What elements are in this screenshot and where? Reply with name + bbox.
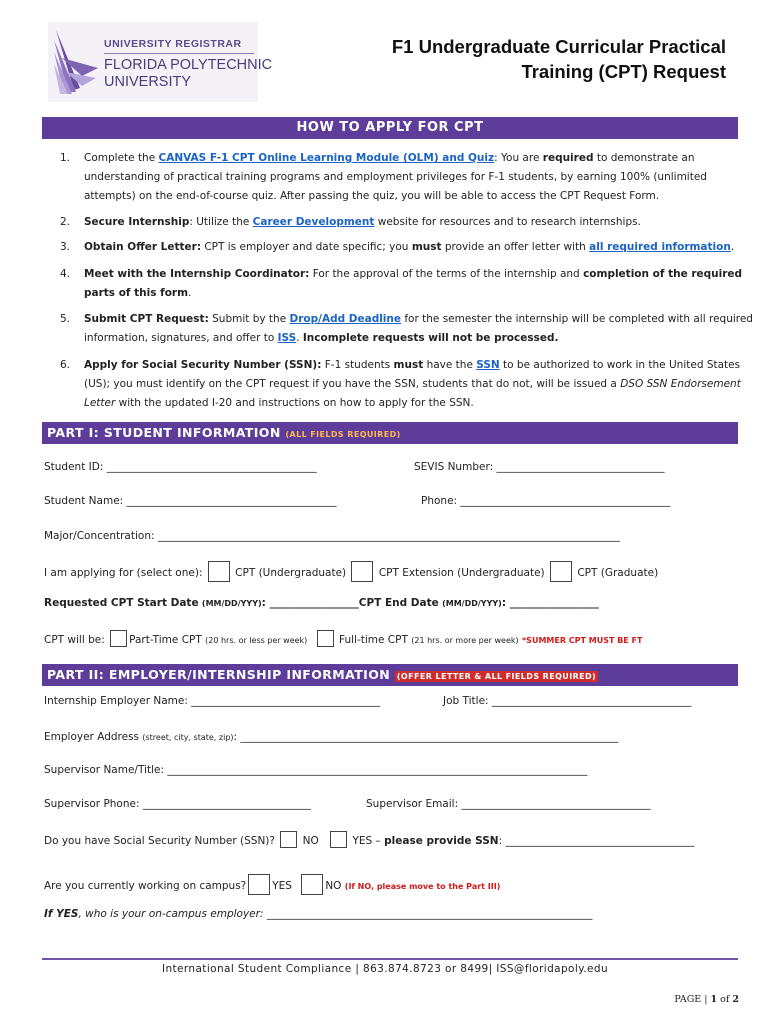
step-2: 2. Secure Internship: Utilize the Career Development website for resources and to research internships. (60, 213, 760, 232)
applying-for-row: I am applying for (select one): CPT (Undergraduate) CPT Extension (Undergraduate) CPT (Graduate) (44, 561, 658, 582)
ssn-no-checkbox[interactable] (280, 831, 297, 848)
step-number: 2. (60, 216, 71, 228)
footer-contact: International Student Compliance | 863.874.8723 or 8499| ISS@floridapoly.edu (161, 963, 609, 975)
footer-divider (42, 958, 738, 960)
part1-subheading: (ALL FIELDS REQUIRED) (285, 430, 401, 439)
cpt-extension-checkbox[interactable] (351, 561, 373, 582)
step-number: 4. (60, 268, 71, 280)
step-number: 1. (60, 152, 71, 164)
phone-field[interactable]: Phone: ________________________________________ (421, 495, 671, 507)
title-line1: F1 Undergraduate Curricular Practical (391, 36, 726, 57)
required-information-link[interactable]: all required information (589, 241, 731, 253)
canvas-olm-link[interactable]: CANVAS F-1 CPT Online Learning Module (OLM) and Quiz (158, 152, 495, 164)
supervisor-email-field[interactable]: Supervisor Email: ____________________________________ (366, 798, 651, 810)
career-development-link[interactable]: Career Development (252, 216, 375, 228)
campus-note: (If NO, please move to the Part III) (344, 882, 501, 891)
campus-no-checkbox[interactable] (301, 874, 323, 895)
major-field[interactable]: Major/Concentration: ________________________________________________________________________________________ (44, 530, 620, 542)
step-1: 1. Complete the CANVAS F-1 CPT Online Learning Module (OLM) and Quiz: You are required to demonstrate an understanding of practical training programs and employment privileges for F-1 students, by earning 100% (unlimited attempts) on the end-of-course quiz. After passing the quiz, you will be able to access the CPT Request Form. (60, 149, 760, 206)
step-6: 6. Apply for Social Security Number (SSN): F-1 students must have the SSN to be authorized to work in the United States (US); you must identify on the CPT request if you have the SSN, students that do not, will be issued a DSO SSN Endorsement Letter with the updated I-20 and instructions on how to apply for the SSN. (60, 356, 760, 413)
how-to-apply-heading: HOW TO APPLY FOR CPT (42, 117, 738, 139)
cpt-undergraduate-label: CPT (Undergraduate) (235, 567, 347, 579)
step-5: 5. Submit CPT Request: Submit by the Drop/Add Deadline for the semester the internship will be completed with all required information, signatures, and offer to ISS. Incomplete requests will not be processed. (60, 310, 760, 348)
part1-heading: PART I: STUDENT INFORMATION (ALL FIELDS REQUIRED) (42, 422, 738, 444)
logo-registrar-text: UNIVERSITY REGISTRAR (104, 38, 242, 50)
part2-heading: PART II: EMPLOYER/INTERNSHIP INFORMATION (OFFER LETTER & ALL FIELDS REQUIRED) (42, 664, 738, 686)
title-line2: Training (CPT) Request (521, 61, 726, 82)
cpt-dates-row[interactable]: Requested CPT Start Date (MM/DD/YYY): _________________CPT End Date (MM/DD/YYY): _________________ (44, 597, 599, 609)
sevis-number-field[interactable]: SEVIS Number: ________________________________ (414, 461, 665, 473)
step-number: 6. (60, 359, 71, 371)
iss-link[interactable]: ISS (277, 332, 297, 344)
step-number: 3. (60, 241, 71, 253)
logo-name-line1: FLORIDA POLYTECHNIC (104, 57, 273, 73)
part-time-checkbox[interactable] (110, 630, 127, 647)
cpt-type-row: CPT will be: Part-Time CPT (20 hrs. or less per week) Full-time CPT (21 hrs. or more per week) *SUMMER CPT MUST BE FT (44, 630, 642, 647)
logo-name-line2: UNIVERSITY (104, 74, 192, 90)
part2-subheading: (OFFER LETTER & ALL FIELDS REQUIRED) (396, 672, 597, 681)
supervisor-name-field[interactable]: Supervisor Name/Title: ________________________________________________________________________________ (44, 764, 588, 776)
cpt-extension-label: CPT Extension (Undergraduate) (378, 567, 545, 579)
ssn-row: Do you have Social Security Number (SSN)? NO YES – please provide SSN: ____________________________________ (44, 831, 694, 848)
university-logo-icon (52, 28, 102, 96)
supervisor-phone-field[interactable]: Supervisor Phone: ________________________________ (44, 798, 311, 810)
summer-cpt-note: *SUMMER CPT MUST BE FT (522, 636, 643, 645)
employer-address-field[interactable]: Employer Address (street, city, state, zip): ________________________________________________________________________ (44, 731, 619, 743)
step-4: 4. Meet with the Internship Coordinator: For the approval of the terms of the internship and completion of the required parts of this form. (60, 265, 760, 303)
step-number: 5. (60, 313, 71, 325)
cpt-undergraduate-checkbox[interactable] (208, 561, 230, 582)
on-campus-employer-field[interactable]: If YES, who is your on-campus employer: ______________________________________________________________ (44, 908, 593, 920)
logo-divider (104, 53, 254, 54)
full-time-checkbox[interactable] (317, 630, 334, 647)
cpt-graduate-label: CPT (Graduate) (577, 567, 659, 579)
job-title-field[interactable]: Job Title: ______________________________________ (443, 695, 692, 707)
campus-work-row: Are you currently working on campus? YES NO (If NO, please move to the Part III) (44, 874, 500, 895)
student-id-field[interactable]: Student ID: ________________________________________ (44, 461, 317, 473)
campus-yes-checkbox[interactable] (248, 874, 270, 895)
ssn-yes-checkbox[interactable] (330, 831, 347, 848)
page-number: PAGE | 1 of 2 (674, 994, 739, 1005)
document-title (306, 34, 726, 84)
drop-add-deadline-link[interactable]: Drop/Add Deadline (289, 313, 402, 325)
cpt-graduate-checkbox[interactable] (550, 561, 572, 582)
ssn-link[interactable]: SSN (476, 359, 500, 371)
employer-name-field[interactable]: Internship Employer Name: ____________________________________ (44, 695, 381, 707)
step-3: 3. Obtain Offer Letter: CPT is employer and date specific; you must provide an offer letter with all required information. (60, 238, 760, 257)
student-name-field[interactable]: Student Name: ________________________________________ (44, 495, 337, 507)
